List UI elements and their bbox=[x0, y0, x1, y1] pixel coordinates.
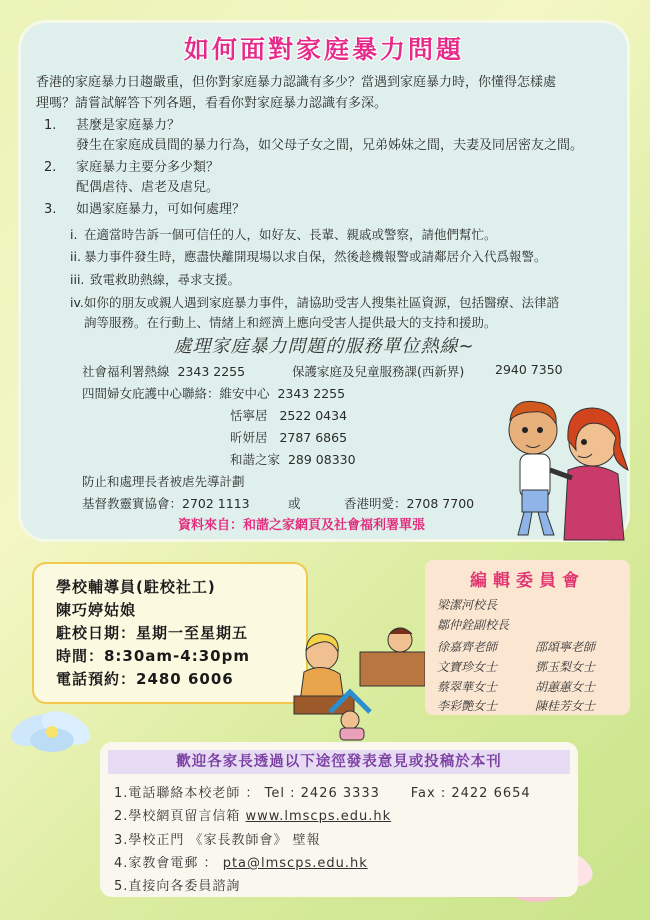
step-2: ii. 暴力事件發生時，應盡快離開現場以求自保，然後趁機報警或請鄰居介入代爲報警。 bbox=[70, 249, 547, 264]
question-3: 3. 如遇家庭暴力，可如何處理？ bbox=[44, 200, 624, 222]
refuge-tin: 恬寧居 2522 0434 bbox=[230, 408, 348, 423]
feedback-phone: 1.電話聯絡本校老師 ： Tel : 2426 3333 Fax : 2422 6654 bbox=[114, 786, 531, 801]
committee-member: 邵頌寧老師 bbox=[535, 640, 596, 654]
feedback-committee: 5.直接向各委員諮詢 bbox=[114, 879, 241, 894]
feedback-title: 歡迎各家長透過以下途徑發表意見或投稿於本刊 bbox=[108, 750, 570, 774]
counsellor-days: 駐校日期：星期一至星期五 bbox=[56, 624, 249, 642]
committee-member: 鄒仲銓副校長 bbox=[437, 618, 510, 632]
swd-hotline: 社會福利署熱線 2343 2255 bbox=[82, 364, 246, 379]
fcpsu-hotline: 保護家庭及兒童服務課(西新界) bbox=[292, 364, 465, 379]
step-4: iv.如你的朋友或親人遇到家庭暴力事件，請協助受害人搜集社區資源，包括醫療、法律諮 bbox=[70, 295, 560, 310]
family-cartoon-illustration bbox=[488, 390, 638, 550]
source-note: 資料來自：和諧之家網頁及社會福利署單張 bbox=[178, 518, 426, 533]
feedback-noticeboard: 3.學校正門 《家長教師會》 壁報 bbox=[114, 833, 321, 848]
answer-text: 配偶虐待、虐老及虐兒。 bbox=[76, 180, 220, 195]
editorial-committee-panel bbox=[425, 560, 630, 715]
question-text: 甚麼是家庭暴力？ bbox=[76, 118, 181, 133]
refuge-harmony: 和諧之家 289 08330 bbox=[230, 452, 356, 467]
question-text: 如遇家庭暴力，可如何處理？ bbox=[76, 202, 246, 217]
step-3: iii. 致電救助熱線，尋求支援。 bbox=[70, 272, 241, 287]
counsellor-hours: 時間：8:30am-4:30pm bbox=[56, 647, 250, 665]
committee-title: 編輯委員會 bbox=[470, 571, 585, 591]
domestic-violence-panel bbox=[18, 20, 630, 542]
committee-member: 徐嘉齊老師 bbox=[437, 640, 498, 654]
intro-line-1: 香港的家庭暴力日趨嚴重，但你對家庭暴力認識有多少？當遇到家庭暴力時，你懂得怎樣處 bbox=[36, 75, 557, 90]
committee-member: 李彩艷女士 bbox=[437, 699, 498, 713]
committee-member: 陳桂芳女士 bbox=[535, 699, 596, 713]
step-1: i. 在適當時告訴一個可信任的人，如好友、長輩、親戚或警察，請他們幫忙。 bbox=[70, 227, 497, 242]
committee-member: 文寶珍女士 bbox=[437, 660, 498, 674]
refuge-hin: 昕妍居 2787 6865 bbox=[230, 430, 348, 445]
question-1: 1. 甚麼是家庭暴力？ 發生在家庭成員間的暴力行為，如父母子女之間，兄弟姊妹之間，夫妻及同居密友之間。 bbox=[44, 116, 624, 160]
feedback-website: 2.學校網頁留言信箱 www.lmscps.edu.hk bbox=[114, 809, 392, 824]
telephone-cartoon-illustration bbox=[290, 622, 430, 752]
service-hotline-title: 處理家庭暴力問題的服務單位熱線~ bbox=[173, 336, 475, 357]
fcpsu-phone: 2940 7350 bbox=[495, 362, 563, 377]
committee-member: 梁潔河校長 bbox=[437, 598, 498, 612]
answer-text: 發生在家庭成員間的暴力行為，如父母子女之間，兄弟姊妹之間，夫妻及同居密友之間。 bbox=[76, 138, 584, 153]
pta-email-link[interactable]: pta@lmscps.edu.hk bbox=[222, 856, 368, 871]
flower-decoration-icon bbox=[6, 700, 106, 760]
school-social-worker-panel bbox=[32, 562, 308, 704]
school-website-link[interactable]: www.lmscps.edu.hk bbox=[245, 809, 392, 824]
page-title: 如何面對家庭暴力問題 bbox=[183, 35, 464, 64]
question-text: 家庭暴力主要分多少類？ bbox=[76, 160, 220, 175]
intro-line-2: 理嗎？請嘗試解答下列各題，看看你對家庭暴力認識有多深。 bbox=[36, 96, 388, 111]
or-text: 或 bbox=[288, 496, 301, 511]
committee-member: 胡蕙蕙女士 bbox=[535, 680, 596, 694]
counsellor-phone: 電話預約：2480 6006 bbox=[56, 670, 234, 688]
intro-text bbox=[36, 72, 616, 114]
ywca-contact: 基督教靈實協會：2702 1113 bbox=[82, 496, 250, 511]
committee-member: 鄧玉梨女士 bbox=[535, 660, 596, 674]
feedback-email: 4.家教會電郵 ： pta@lmscps.edu.hk bbox=[114, 856, 368, 871]
caritas-contact: 香港明愛：2708 7700 bbox=[344, 496, 475, 511]
question-2: 2. 家庭暴力主要分多少類？ 配偶虐待、虐老及虐兒。 bbox=[44, 158, 624, 202]
counsellor-name: 陳巧婷姑娘 bbox=[56, 601, 137, 619]
elder-abuse-scheme: 防止和處理長者被虐先導計劃 bbox=[82, 474, 245, 489]
refuge-centres: 四間婦女庇護中心聯絡：維安中心 2343 2255 bbox=[82, 386, 346, 401]
parent-feedback-panel bbox=[100, 742, 578, 897]
counsellor-title: 學校輔導員(駐校社工) bbox=[56, 578, 216, 596]
step-4-cont: 詢等服務。在行動上、情緒上和經濟上應向受害人提供最大的支持和援助。 bbox=[84, 315, 497, 330]
committee-member: 蔡翠華女士 bbox=[437, 680, 498, 694]
